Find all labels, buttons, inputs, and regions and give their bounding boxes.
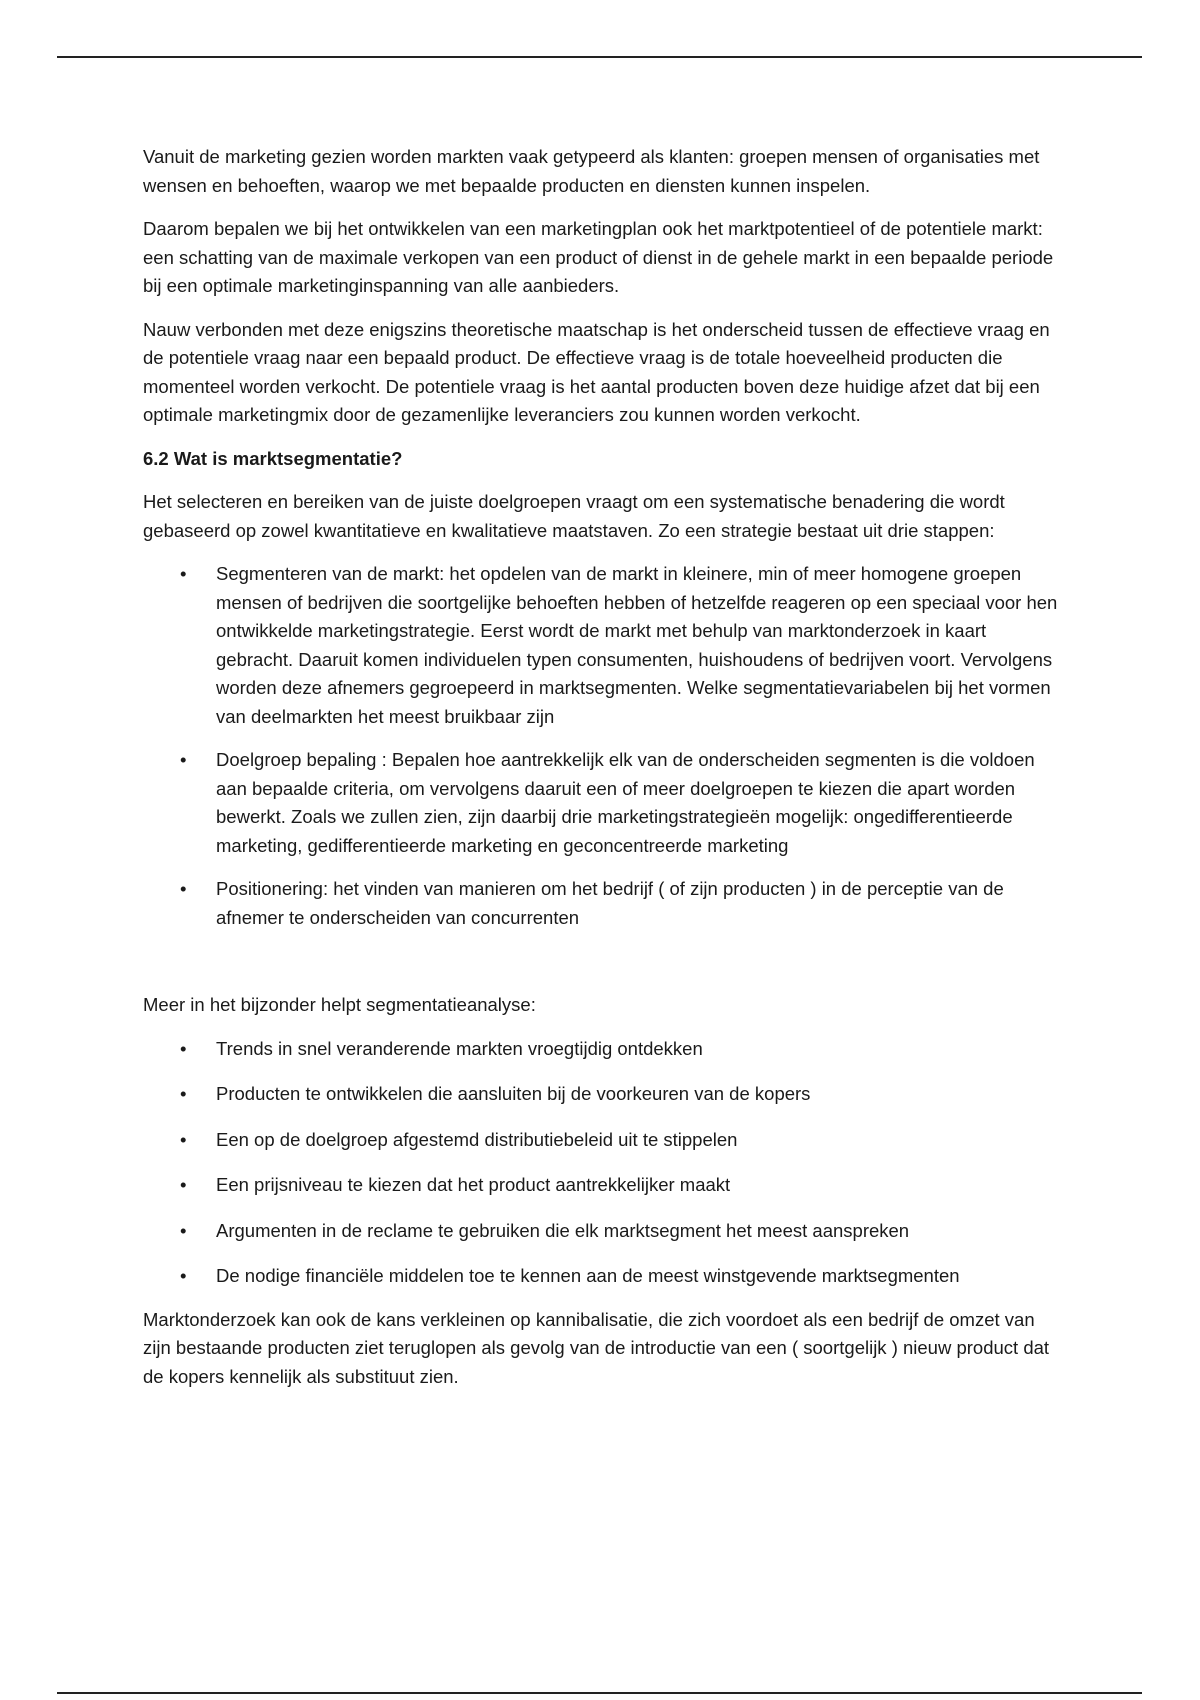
list-item-text: Een op de doelgroep afgestemd distributiebeleid uit te stippelen xyxy=(216,1128,738,1150)
section-paragraph-1: Het selecteren en bereiken van de juiste doelgroepen vraagt om een systematische benadering die wordt gebaseerd op zowel kwantitatieve en kwalitatieve maatstaven. Zo een strategie bestaat uit drie stappen: xyxy=(143,491,1005,541)
section-paragraph-2: Meer in het bijzonder helpt segmentatieanalyse: xyxy=(143,994,536,1015)
footer-rule xyxy=(57,1692,1142,1694)
bullet-icon: • xyxy=(180,1083,187,1104)
list-item-text: Trends in snel veranderende markten vroegtijdig ontdekken xyxy=(216,1037,703,1059)
list-item xyxy=(143,746,1063,860)
steps-list xyxy=(143,560,1063,932)
bullet-icon: • xyxy=(180,1265,187,1286)
list-item-text: Doelgroep bepaling : Bepalen hoe aantrekkelijk elk van de onderscheiden segmenten is die voldoen aan bepaalde criteria, om vervolgens daaruit een of meer doelgroepen te kiezen die apart worden bewerkt. Zoals we zullen zien, zijn daarbij drie marketingstrategieën mogelijk: ongedifferentieerde marketing, gedifferentieerde marketing en geconcentreerde marketing xyxy=(216,749,1035,856)
bullet-icon: • xyxy=(180,1174,187,1195)
list-item-text: Argumenten in de reclame te gebruiken die elk marktsegment het meest aanspreken xyxy=(216,1219,910,1241)
list-item-text: Positionering: het vinden van manieren om het bedrijf ( of zijn producten ) in de perceptie van de afnemer te onderscheiden van concurrenten xyxy=(216,878,1004,928)
section-heading: 6.2 Wat is marktsegmentatie? xyxy=(143,447,403,469)
list-item xyxy=(143,1262,1063,1291)
bullet-icon: • xyxy=(180,1128,187,1150)
intro-paragraph-1: Vanuit de marketing gezien worden markten vaak getypeerd als klanten: groepen mensen of organisaties met wensen en behoeften, waarop we met bepaalde producten en diensten kunnen inspelen. xyxy=(143,146,1040,196)
list-item-text: De nodige financiële middelen toe te kennen aan de meest winstgevende marktsegmenten xyxy=(216,1265,960,1286)
intro-paragraph-3: Nauw verbonden met deze enigszins theoretische maatschap is het onderscheid tussen de effectieve vraag en de potentiele vraag naar een bepaald product. De effectieve vraag is de totale hoeveelheid producten die momenteel worden verkocht. De potentiele vraag is het aantal producten boven deze huidige afzet dat bij een optimale marketingmix door de gezamenlijke leveranciers zou kunnen worden verkocht. xyxy=(143,318,1050,425)
benefits-list xyxy=(143,1035,1063,1291)
section-paragraph-3: Marktonderzoek kan ook de kans verkleinen op kannibalisatie, die zich voordoet als een bedrijf de omzet van zijn bestaande producten ziet teruglopen als gevolg van de introductie van een ( soortgelijk ) nieuw product dat de kopers kennelijk als substituut zien. xyxy=(143,1308,1050,1387)
bullet-icon: • xyxy=(180,749,187,770)
bullet-icon: • xyxy=(180,878,187,899)
bullet-icon: • xyxy=(180,1037,187,1059)
list-item xyxy=(143,1126,1063,1155)
intro-paragraph-2: Daarom bepalen we bij het ontwikkelen van een marketingplan ook het marktpotentieel of de potentiele markt: een schatting van de maximale verkopen van een product of dienst in de gehele markt in een bepaalde periode bij een optimale marketinginspanning van alle aanbieders. xyxy=(143,218,1054,296)
bullet-icon: • xyxy=(180,563,187,584)
list-item xyxy=(143,1035,1063,1064)
list-item xyxy=(143,875,1063,932)
list-item xyxy=(143,1171,1063,1200)
list-item xyxy=(143,1080,1063,1109)
list-item-text: Producten te ontwikkelen die aansluiten bij de voorkeuren van de kopers xyxy=(216,1083,811,1104)
list-item xyxy=(143,560,1063,731)
list-item-text: Segmenteren van de markt: het opdelen van de markt in kleinere, min of meer homogene groepen mensen of bedrijven die soortgelijke behoeften hebben of hetzelfde reageren op een speciaal voor hen ontwikkelde marketingstrategie. Eerst wordt de markt met behulp van marktonderzoek in kaart gebracht. Daaruit komen individuelen typen consumenten, huishoudens of bedrijven voort. Vervolgens worden deze afnemers gegroepeerd in marktsegmenten. Welke segmentatievariabelen bij het vormen van deelmarkten het meest bruikbaar zijn xyxy=(216,563,1058,727)
blank-space xyxy=(143,947,1063,991)
list-item xyxy=(143,1217,1063,1246)
header-rule xyxy=(57,56,1142,58)
bullet-icon: • xyxy=(180,1219,187,1241)
document-body xyxy=(143,143,1063,1406)
list-item-text: Een prijsniveau te kiezen dat het product aantrekkelijker maakt xyxy=(216,1174,731,1195)
